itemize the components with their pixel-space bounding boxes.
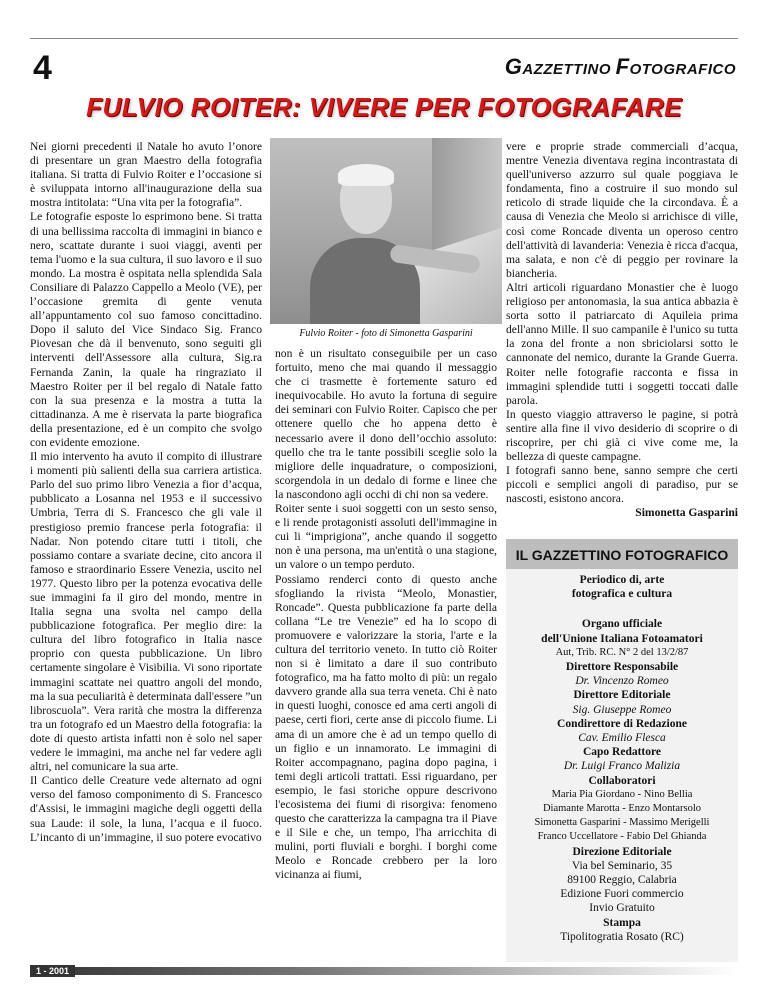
paragraph: Il Cantico delle Creature vede alternato ad ogni verso del famoso componimento di S. Francesco d'Assisi, le immagini magiche degli oggetti della sua Laude: il sole, la luna, l’acqua e il fuoco. L’incanto di un’immagine, il suo potere evocativo bbox=[30, 774, 262, 844]
colophon-printer: Tipolitogratia Rosato (RC) bbox=[560, 930, 684, 943]
colophon-label: Capo Redattore bbox=[582, 746, 662, 759]
masthead-initial-g: G bbox=[504, 54, 523, 79]
colophon-name: Cav. Emilio Flesca bbox=[578, 732, 666, 745]
colophon-name: Dr. Vincenzo Romeo bbox=[575, 675, 669, 688]
colophon-organ: Organo ufficiale bbox=[581, 618, 663, 631]
colophon-label: Condirettore di Redazione bbox=[557, 717, 687, 730]
colophon-label: Direzione Editoriale bbox=[572, 845, 672, 858]
issue-label: 1 - 2001 bbox=[30, 965, 75, 977]
masthead-word-2: OTOGRAFICO bbox=[629, 61, 736, 78]
footer-bar bbox=[30, 967, 738, 975]
paragraph: Roiter sente i suoi soggetti con un sesto senso, e li rende protagonisti assoluti dell'immagine in cui li “imprigiona”, anche quando il soggetto non è una persona, ma un'entità o una stagione, un valore o un tempo perduto. bbox=[275, 502, 497, 572]
paragraph: I fotografi sanno bene, sanno sempre che certi piccoli e semplici angoli di paradiso, pur se nascosti, esistono ancora. bbox=[506, 464, 738, 506]
masthead-word-1: AZZETTINO bbox=[522, 61, 616, 78]
roiter-photo bbox=[270, 138, 502, 324]
paragraph: non è un risultato conseguibile per un caso fortuito, meno che mai quando il messaggio che ci trasmette è fortemente saturo ed inequivocabile. Ho avuto la fortuna di seguire dei seminari con Fulvio Roiter. Capisco che per ottenere quello che ho appena detto è necessario avere il dono dell’occhio assoluto: quello che tra le tante possibili sceglie solo la migliore delle inquadrature, o composizioni, scorgendola in un dedalo di forme e linee che la nascondono agli occhi di chi non sa vedere. bbox=[275, 347, 497, 501]
paragraph: Altri articoli riguardano Monastier che è luogo religioso per antonomasia, la sua antica abbazia è sorta sotto il patriarcato di Aquileia prima dell'anno Mille. Il suo campanile è l'unico su tutta la zona del fronte a non sbriciolarsi sotto le cannonate del nemico, durante la Grande Guerra. Roiter nelle fotografie racconta e fissa in immagini splendide tutti i soggetti toccati dalle parola. bbox=[506, 280, 738, 407]
photo-caption: Fulvio Roiter - foto di Simonetta Gasparini bbox=[299, 328, 473, 339]
colophon-collaborators: Simonetta Gasparini - Massimo Merigelli bbox=[534, 817, 710, 829]
colophon-subtitle: fotografica e cultura bbox=[571, 588, 673, 601]
paragraph: In questo viaggio attraverso le pagine, si potrà sentire alla fine il vivo desiderio di scoprire o di riscoprire, per chi già ci vive come me, la bellezza di queste campagne. bbox=[506, 407, 738, 464]
article-column-1 bbox=[30, 140, 262, 845]
article-column-3 bbox=[506, 140, 738, 521]
colophon-name: Dr. Luigi Franco Malizia bbox=[563, 760, 681, 773]
colophon-content bbox=[506, 569, 738, 948]
colophon-label: Collaboratori bbox=[588, 774, 656, 787]
photo-figure-hair bbox=[338, 164, 394, 186]
article-column-2 bbox=[275, 347, 497, 883]
colophon-organ: dell'Unione Italiana Fotoamatori bbox=[541, 632, 703, 645]
colophon-label: Stampa bbox=[603, 916, 641, 929]
colophon-address: Via bel Seminario, 35 bbox=[571, 859, 673, 872]
paragraph: Nei giorni precedenti il Natale ho avuto l’onore di presentare un gran Maestro della fotografia italiana. Si tratta di Fulvio Roiter e l’occasione si è sviluppata intorno all'inaugurazione della sua mostra intitolata: “Una vita per la fotografia”. bbox=[30, 140, 262, 210]
article-title: FULVIO ROITER: VIVERE PER FOTOGRAFARE bbox=[86, 92, 682, 122]
colophon-subtitle: Periodico di, arte bbox=[579, 574, 665, 586]
colophon-collaborators: Franco Uccellatore - Fabio Del Ghianda bbox=[537, 831, 707, 843]
paragraph: vere e proprie strade commerciali d’acqua, mentre Venezia diventava regina incontrastata di quell'universo azzurro sul quale poggiava le fondamenta, fino a costruire il suo mondo sul reticolo di strade liquide che la circondava. È a causa di Venezia che Meolo si arrichisce di ville, così come Roncade diventa un operoso centro dell'attività di lavanderia: Venezia è ricca d'acqua, ma salata, e non c'è di peggio per rovinare la biancheria. bbox=[506, 140, 738, 280]
colophon-name: Sig. Giuseppe Romeo bbox=[572, 703, 672, 716]
colophon-registration: Aut, Trib. RC. N° 2 del 13/2/87 bbox=[555, 646, 689, 658]
colophon-collaborators: Maria Pia Giordano - Nino Bellia bbox=[551, 788, 693, 800]
colophon-shipping: Invio Gratuito bbox=[589, 902, 655, 915]
colophon-collaborators: Diamante Marotta - Enzo Montarsolo bbox=[542, 803, 702, 815]
article-signature: Simonetta Gasparini bbox=[635, 506, 738, 520]
colophon-address: 89100 Reggio, Calabria bbox=[567, 874, 677, 887]
colophon-label: Direttore Responsabile bbox=[565, 661, 679, 674]
paragraph: Le fotografie esposte lo esprimono bene. Si tratta di una bellissima raccolta di immagini in bianco e nero, scattate durante i suoi viaggi, aventi per tema l'uomo e la sua cultura, il suo lavoro e il suo mondo. La mostra è ospitata nella splendida Sala Consiliare di Palazzo Cappello a Meolo (VE), per l’occasione gremita di gente venuta all’appuntamento col suo famoso concittadino. Dopo il saluto del Vice Sindaco Sig. Franco Piovesan che dà il benvenuto, sono seguiti gli interventi dell'Assessore alla cultura, Sig.ra Fernanda Zanin, la quale ha ringraziato il Maestro Roiter per il bel regalo di Natale fatto con la sua presenza e la mostra a tutta la cittadinanza. A me è riservata la parte biografica della presentazione, ed è un compito che svolgo con evidente emozione. bbox=[30, 210, 262, 449]
colophon-label: Direttore Editoriale bbox=[573, 689, 671, 702]
page-number: 4 bbox=[33, 49, 52, 87]
masthead bbox=[505, 54, 736, 80]
colophon-title: IL GAZZETTINO FOTOGRAFICO bbox=[506, 539, 738, 569]
top-rule bbox=[30, 38, 738, 39]
colophon-edition: Edizione Fuori commercio bbox=[560, 888, 684, 901]
paragraph: Il mio intervento ha avuto il compito di illustrare i momenti più salienti della sua carriera artistica. Parlo del suo primo libro Venezia a fior d’acqua, pubblicato a Losanna nel 1953 e il successivo Umbria, Terra di S. Francesco che gli vale il prestigioso premio francese perla fotografia: il Nadar. Non potendo citare tutti i titoli, che possiamo contare a svariate decine, cito ancora il famoso e straordinario Essere Venezia, uscito nel 1977. Questo libro per la potenza evocativa delle sue immagini fa il giro del mondo, mentre in Italia segna una svolta nel campo della pubblicazione fotografica. Per meglio dire: la cultura del libro fotografico in Italia nasce proprio con questa pubblicazione. Un libro certamente singolare è Visibilia. Vi sono riportate immagini scattate nei quattro angoli del mondo, ma la sua peculiarità è determinata dall'essere ”un libroscuola”. Vera rarità che mostra la differenza tra un fotografo ed un Maestro della fotografia: la dote di questo artista infatti non è solo nel saper vedere le immagini, ma anche nel far vedere agli altri, nel comunicare la sua arte. bbox=[30, 450, 262, 774]
paragraph: Possiamo renderci conto di questo anche sfogliando la rivista “Meolo, Monastier, Roncade”. Questa pubblicazione fa parte della collana “Le tre Venezie” ed ha lo scopo di promuovere e valorizzare la storia, l'arte e la cultura del territorio veneto. In tutto ciò Roiter non si è limitato a dare il suo contributo fotografico, ma ha fatto molto di più: un regalo davvero grande alla sua terra veneta. Chi è nato in questi luoghi, conosce ed ama certi angoli di paese, certi fiori, certe anse di piccolo fiume. Li ama di un amore che è ad un tempo quello di un figlio e un innamorato. Le immagini di Roiter accompagnano, pagina dopo pagina, i temi degli articoli trattati. Essi riguardano, per esempio, le fasi storiche oppure descrivono l'ecosistema dei fiumi di risorgiva: fenomeno questo che caratterizza la campagna tra il Piave e il Sile e che, un tempo, l'ha arricchita di mulini, porti fluviali e borghi. I borghi come Meolo e Roncade crebbero per la loro vicinanza ai fiumi, bbox=[275, 572, 497, 882]
masthead-initial-f: F bbox=[615, 54, 630, 79]
colophon-box bbox=[506, 539, 738, 962]
